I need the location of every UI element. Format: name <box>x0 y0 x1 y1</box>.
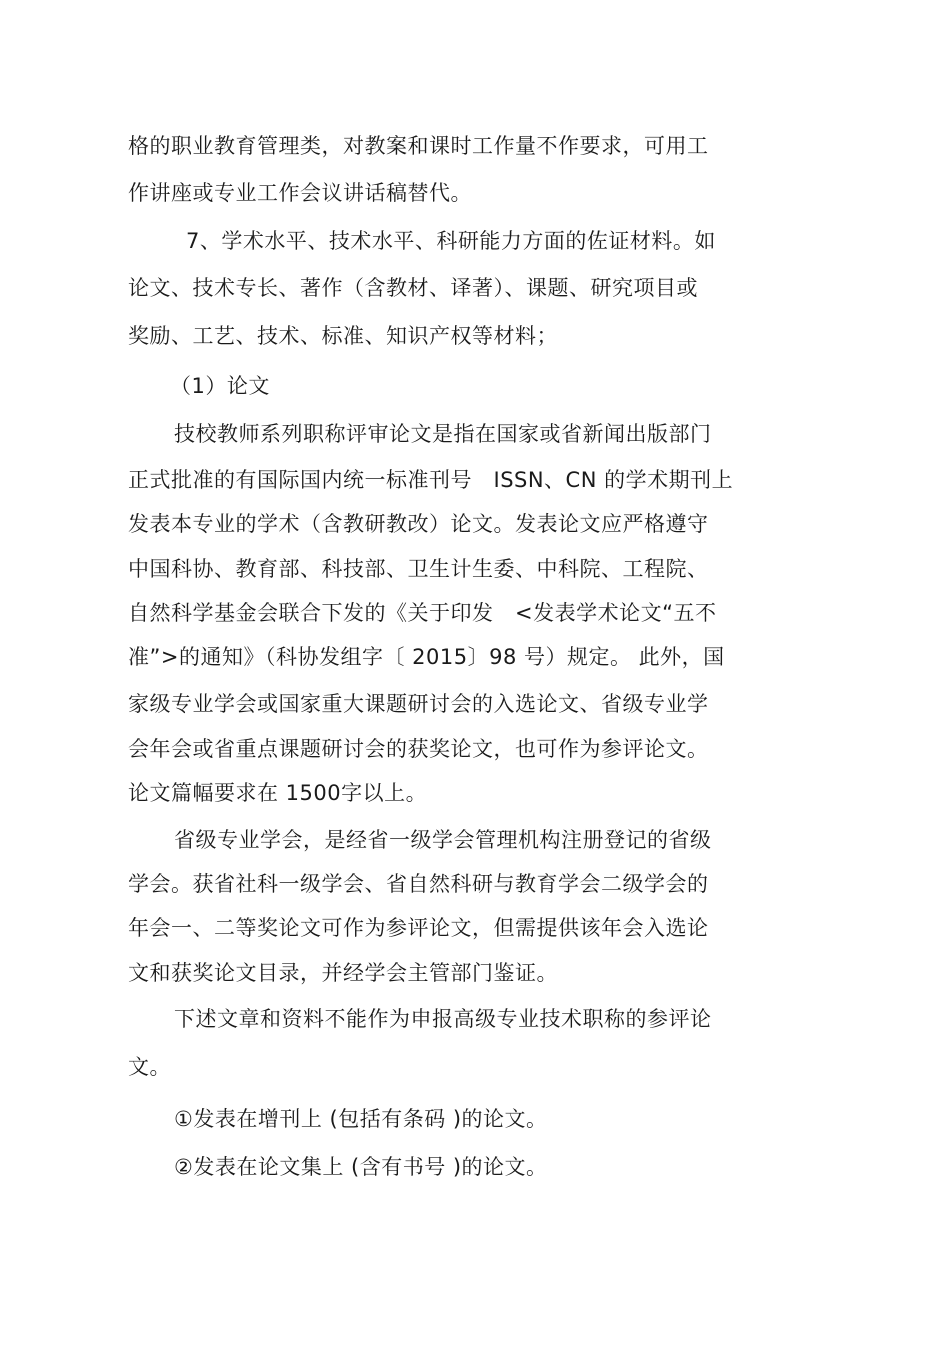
text-line: 作讲座或专业工作会议讲话稿替代。 <box>128 181 472 205</box>
text-line: 省级专业学会，是经省一级学会管理机构注册登记的省级 <box>174 828 712 852</box>
text-line: 自然科学基金会联合下发的《关于印发 <发表学术论文“五不 <box>128 601 717 625</box>
text-line: 准”>的通知》（科协发组字〔 2015〕98 号）规定。 此外，国 <box>128 645 725 669</box>
list-item: ②发表在论文集上 (含有书号 )的论文。 <box>174 1155 548 1179</box>
list-item: ①发表在增刊上 (包括有条码 )的论文。 <box>174 1107 548 1131</box>
text-line: 技校教师系列职称评审论文是指在国家或省新闻出版部门 <box>174 422 712 446</box>
text-line: 会年会或省重点课题研讨会的获奖论文，也可作为参评论文。 <box>128 737 709 761</box>
text-line: 下述文章和资料不能作为申报高级专业技术职称的参评论 <box>174 1007 712 1031</box>
text-line: 发表本专业的学术（含教研教改）论文。发表论文应严格遵守 <box>128 512 709 536</box>
section-heading: （1）论文 <box>170 374 270 398</box>
text-line: 7、学术水平、技术水平、科研能力方面的佐证材料。如 <box>186 229 716 253</box>
text-line: 文。 <box>128 1055 171 1079</box>
text-line: 奖励、工艺、技术、标准、知识产权等材料； <box>128 324 558 348</box>
text-line: 中国科协、教育部、科技部、卫生计生委、中科院、工程院、 <box>128 557 709 581</box>
text-line: 论文、技术专长、著作（含教材、译著）、课题、研究项目或 <box>128 276 698 300</box>
text-line: 论文篇幅要求在 1500字以上。 <box>128 781 428 805</box>
text-line: 家级专业学会或国家重大课题研讨会的入选论文、省级专业学 <box>128 692 709 716</box>
text-line: 文和获奖论文目录，并经学会主管部门鉴证。 <box>128 961 558 985</box>
text-line: 格的职业教育管理类，对教案和课时工作量不作要求，可用工 <box>128 134 709 158</box>
text-line: 正式批准的有国际国内统一标准刊号 ISSN、CN 的学术期刊上 <box>128 468 734 492</box>
text-line: 学会。获省社科一级学会、省自然科研与教育学会二级学会的 <box>128 872 709 896</box>
text-line: 年会一、二等奖论文可作为参评论文，但需提供该年会入选论 <box>128 916 709 940</box>
